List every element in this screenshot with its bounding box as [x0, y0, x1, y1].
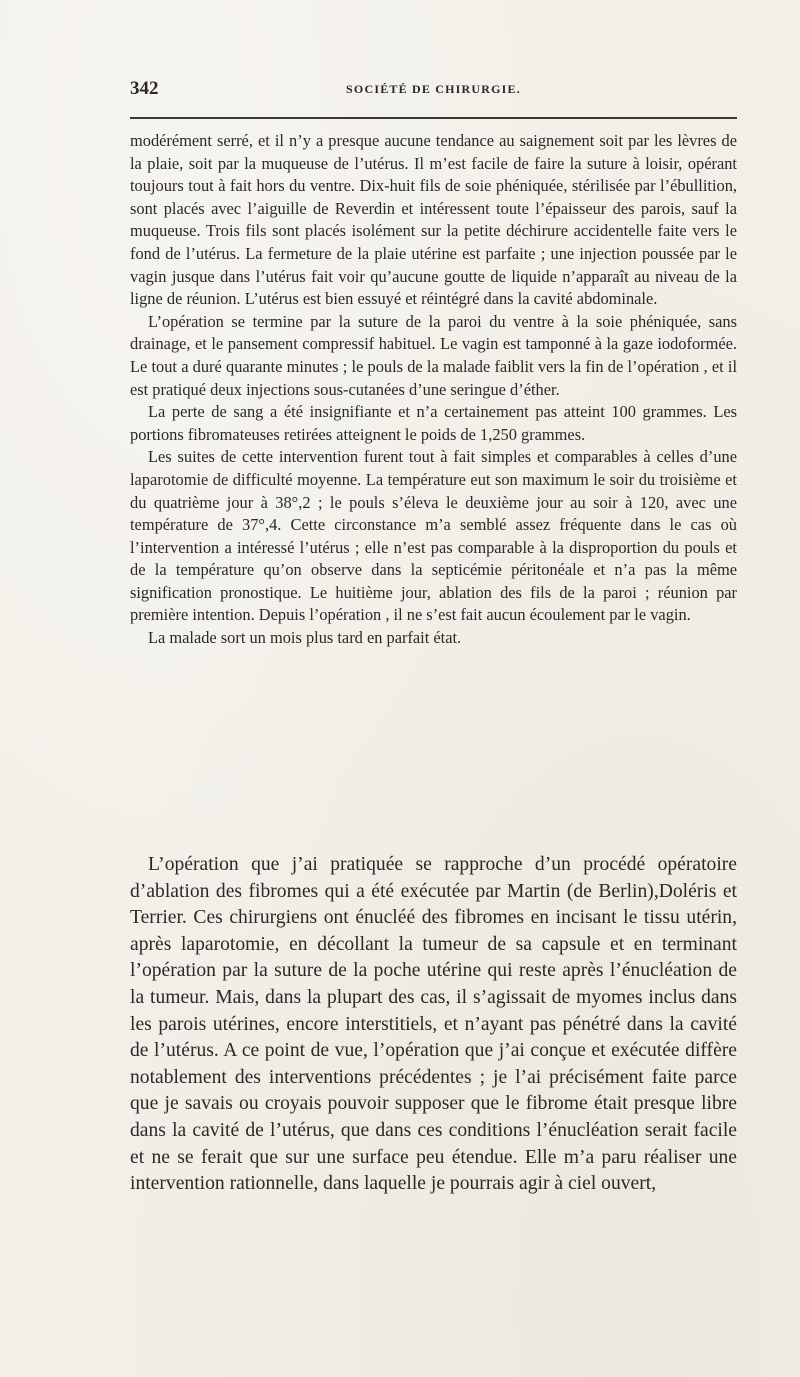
- case-report-text: [130, 130, 737, 650]
- page-header: [130, 78, 737, 102]
- paragraph: L’opération se termine par la suture de la paroi du ventre à la soie phéniquée, sans drainage, et le pansement compressif habituel. Le vagin est tamponné à la gaze iodoformée. Le tout a duré quarante minutes ; le pouls de la malade faiblit vers la fin de l’opération , et il est pratiqué deux injections sous-cutanées d’une seringue d’éther.: [130, 311, 737, 399]
- paragraph: Les suites de cette intervention furent tout à fait simples et comparables à celles d’une laparotomie de difficulté moyenne. La température eut son maximum le soir du troisième et du quatrième jour à 38°,2 ; le pouls s’éleva le deuxième jour au soir à 120, avec une température de 37°,4. Cette circonstance m’a semblé assez fréquente dans le cas où l’intervention a intéressé l’utérus ; elle n’est pas comparable à la disproportion du pouls et de la température qu’on observe dans la septicémie péritonéale et n’a pas la même signification pronostique. Le huitième jour, ablation des fils de la paroi ; réunion par première intention. Depuis l’opération , il ne s’est fait aucun écoulement par le vagin.: [130, 447, 737, 625]
- running-title: SOCIÉTÉ DE CHIRURGIE.: [346, 82, 521, 96]
- commentary-text: [130, 852, 737, 1198]
- page-number: 342: [130, 78, 159, 99]
- paragraph: La perte de sang a été insignifiante et n’a certainement pas atteint 100 grammes. Les portions fibromateuses retirées atteignent le poids de 1,250 grammes.: [130, 402, 737, 444]
- paragraph: La malade sort un mois plus tard en parfait état.: [148, 628, 462, 648]
- paragraph: modérément serré, et il n’y a presque aucune tendance au saignement soit par les lèvres de la plaie, soit par la muqueuse de l’utérus. Il m’est facile de faire la suture à loisir, opérant toujours tout à fait hors du ventre. Dix-huit fils de soie phéniquée, stérilisée par l’ébullition, sont placés avec l’aiguille de Reverdin et intéressent toute l’épaisseur des parois, sauf la muqueuse. Trois fils sont placés isolément sur la petite déchirure accidentelle faite vers le fond de l’utérus. La fermeture de la plaie utérine est parfaite ; une injection poussée par le vagin jusque dans l’utérus fait voir qu’aucune goutte de liquide n’apparaît au niveau de la ligne de réunion. L’utérus est bien essuyé et réintégré dans la cavité abdominale.: [130, 131, 737, 309]
- paragraph: L’opération que j’ai pratiquée se rapproche d’un procédé opératoire d’ablation des fibromes qui a été exécutée par Martin (de Berlin),Doléris et Terrier. Ces chirurgiens ont énucléé des fibromes en incisant le tissu utérin, après laparotomie, en décollant la tumeur de sa capsule et en terminant l’opération par la suture de la poche utérine qui reste après l’énucléation de la tumeur. Mais, dans la plupart des cas, il s’agissait de myomes inclus dans les parois utérines, encore interstitiels, et n’ayant pas pénétré dans la cavité de l’utérus. A ce point de vue, l’opération que j’ai conçue et exécutée diffère notablement des interventions précédentes ; je l’ai précisément faite parce que je savais ou croyais pouvoir supposer que le fibrome était presque libre dans la cavité de l’utérus, que dans ces conditions l’énucléation serait facile et ne se ferait que sur une surface peu étendue. Elle m’a paru réaliser une intervention rationnelle, dans laquelle je pourrais agir à ciel ouvert,: [130, 854, 737, 1195]
- header-rule: [130, 117, 737, 119]
